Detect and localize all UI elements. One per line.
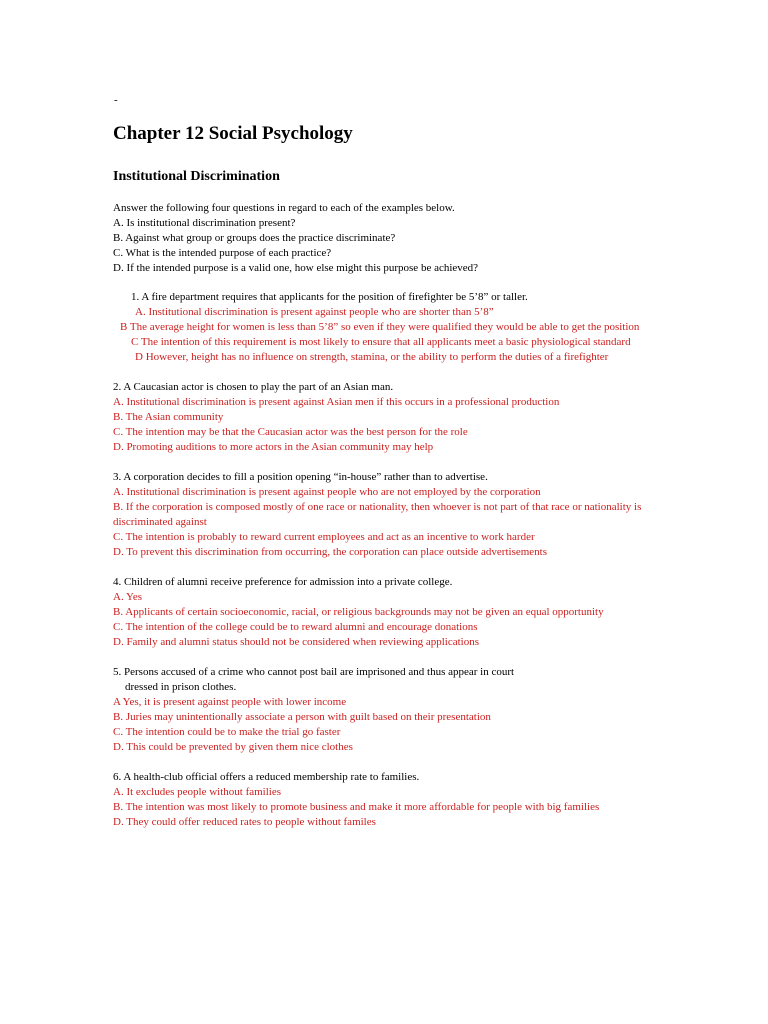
guide-item-d: D. If the intended purpose is a valid one, how else might this purpose be achieved?	[113, 262, 479, 274]
question-3-prompt: 3. A corporation decides to fill a position opening “in-house” rather than to advertise.	[113, 471, 488, 483]
question-5	[113, 665, 653, 755]
question-4-answer-a: A. Yes	[113, 591, 143, 603]
question-4-answer-d: D. Family and alumni status should not be considered when reviewing applications	[113, 636, 479, 648]
instructions: Answer the following four questions in regard to each of the examples below.	[113, 202, 455, 214]
section-subtitle: Institutional Discrimination	[113, 169, 280, 184]
question-5-answer-c: C. The intention could be to make the trial go faster	[113, 726, 341, 738]
question-6-answer-d: D. They could offer reduced rates to people without familes	[113, 816, 376, 828]
question-4-prompt: 4. Children of alumni receive preference for admission into a private college.	[113, 576, 453, 588]
question-2	[113, 380, 653, 455]
question-1-answer-b: B The average height for women is less than 5’8” so even if they were qualified they would be able to get the position	[120, 321, 640, 333]
question-1	[113, 290, 653, 365]
question-6-answer-b: B. The intention was most likely to promote business and make it more affordable for people with big families	[113, 801, 600, 813]
question-6-answer-a: A. It excludes people without families	[113, 786, 282, 798]
question-5-answer-d: D. This could be prevented by given them nice clothes	[113, 741, 353, 753]
question-4-answer-c: C. The intention of the college could be to reward alumni and encourage donations	[113, 621, 478, 633]
question-1-prompt: 1. A fire department requires that applicants for the position of firefighter be 5’8” or taller.	[131, 291, 528, 303]
question-3-answer-c: C. The intention is probably to reward current employees and act as an incentive to work harder	[113, 531, 535, 543]
question-1-answer-d: D However, height has no influence on strength, stamina, or the ability to perform the duties of a firefighter	[135, 351, 609, 363]
question-3-answer-b: B. If the corporation is composed mostly of one race or nationality, then whoever is not part of that race or nationality is discriminated against	[113, 501, 642, 528]
question-2-answer-c: C. The intention may be that the Caucasian actor was the best person for the role	[113, 426, 468, 438]
question-6	[113, 770, 653, 830]
chapter-title: Chapter 12 Social Psychology	[113, 123, 353, 144]
question-3-answer-a: A. Institutional discrimination is present against people who are not employed by the corporation	[113, 486, 541, 498]
question-3-answer-d: D. To prevent this discrimination from occurring, the corporation can place outside advertisements	[113, 546, 548, 558]
question-5-answer-a: A Yes, it is present against people with lower income	[113, 696, 347, 708]
question-2-answer-b: B. The Asian community	[113, 411, 224, 423]
question-2-answer-d: D. Promoting auditions to more actors in the Asian community may help	[113, 441, 434, 453]
question-guide	[113, 216, 653, 276]
question-6-prompt: 6. A health-club official offers a reduced membership rate to families.	[113, 771, 420, 783]
question-4	[113, 575, 653, 650]
guide-item-b: B. Against what group or groups does the practice discriminate?	[113, 232, 396, 244]
question-3	[113, 470, 653, 560]
question-1-answer-c: C The intention of this requirement is most likely to ensure that all applicants meet a basic physiological standard	[131, 336, 631, 348]
guide-item-a: A. Is institutional discrimination present?	[113, 217, 296, 229]
question-1-answer-a: A. Institutional discrimination is present against people who are shorter than 5’8”	[135, 306, 494, 318]
question-2-answer-a: A. Institutional discrimination is present against Asian men if this occurs in a professional production	[113, 396, 560, 408]
question-5-answer-b: B. Juries may unintentionally associate a person with guilt based on their presentation	[113, 711, 491, 723]
page-mark: -	[114, 94, 118, 106]
document-body	[113, 201, 653, 845]
question-4-answer-b: B. Applicants of certain socioeconomic, racial, or religious backgrounds may not be given an equal opportunity	[113, 606, 604, 618]
question-2-prompt: 2. A Caucasian actor is chosen to play the part of an Asian man.	[113, 381, 394, 393]
question-5-prompt: 5. Persons accused of a crime who cannot post bail are imprisoned and thus appear in court	[113, 666, 515, 678]
guide-item-c: C. What is the intended purpose of each practice?	[113, 247, 332, 259]
question-5-prompt-continued: dressed in prison clothes.	[125, 681, 237, 693]
